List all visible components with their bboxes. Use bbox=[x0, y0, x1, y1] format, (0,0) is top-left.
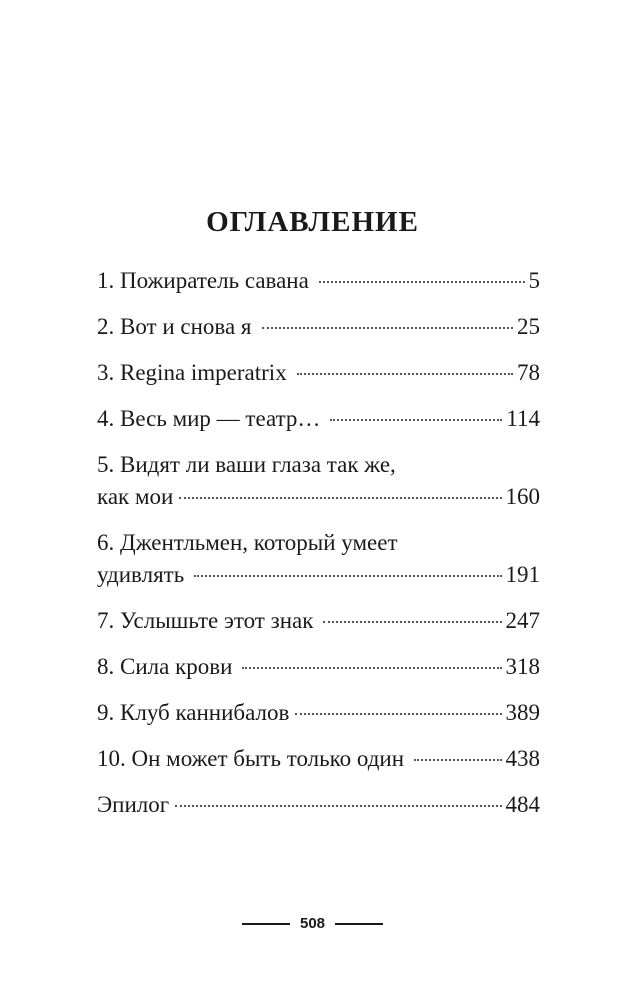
toc-entry-page: 160 bbox=[505, 484, 540, 509]
toc-entry bbox=[97, 743, 540, 775]
toc-entry-page: 247 bbox=[505, 608, 540, 633]
toc-entry-page: 5 bbox=[528, 268, 540, 293]
toc-entry-title: Эпилог bbox=[97, 792, 170, 817]
toc-entry-page: 78 bbox=[517, 360, 540, 385]
toc-entry-page: 389 bbox=[505, 700, 540, 725]
footer-rule-right bbox=[335, 923, 383, 925]
toc-title: ОГЛАВЛЕНИЕ bbox=[206, 206, 419, 238]
toc-entry bbox=[97, 605, 540, 637]
toc-entry bbox=[97, 651, 540, 683]
toc-entry-title: 5. Видят ли ваши глаза так же, bbox=[97, 452, 396, 477]
dot-leader bbox=[194, 575, 501, 577]
toc-entry-title: 8. Сила крови bbox=[97, 654, 233, 679]
toc-entry bbox=[97, 527, 540, 591]
toc-entry bbox=[97, 449, 540, 513]
toc-entry-page: 114 bbox=[506, 406, 540, 431]
toc-entry-title: 10. Он может быть только один bbox=[97, 746, 405, 771]
toc-entry-title-cont: удивлять bbox=[97, 562, 185, 587]
dot-leader bbox=[175, 805, 501, 807]
page-footer bbox=[0, 915, 625, 932]
dot-leader bbox=[295, 713, 501, 715]
toc-entry-page: 191 bbox=[505, 562, 540, 587]
toc-entry-page: 438 bbox=[505, 746, 540, 771]
toc-entry-title: 1. Пожиратель савана bbox=[97, 268, 309, 293]
toc-entry bbox=[97, 311, 540, 343]
toc-entry-title: 9. Клуб каннибалов bbox=[97, 700, 290, 725]
toc-entry-page: 318 bbox=[505, 654, 540, 679]
dot-leader bbox=[319, 281, 525, 283]
toc-entry-title: 3. Regina imperatrix bbox=[97, 360, 287, 385]
toc-entry-page: 484 bbox=[505, 792, 540, 817]
toc-entry-page: 25 bbox=[517, 314, 540, 339]
dot-leader bbox=[323, 621, 501, 623]
toc-entry-title-cont: как мои bbox=[97, 484, 174, 509]
dot-leader bbox=[330, 419, 502, 421]
footer-rule-left bbox=[242, 923, 290, 925]
toc-list bbox=[97, 265, 540, 835]
page-number: 508 bbox=[299, 915, 326, 932]
toc-entry-title: 7. Услышьте этот знак bbox=[97, 608, 314, 633]
toc-entry bbox=[97, 265, 540, 297]
toc-entry bbox=[97, 403, 540, 435]
dot-leader bbox=[179, 497, 501, 499]
toc-entry bbox=[97, 789, 540, 821]
toc-entry bbox=[97, 357, 540, 389]
dot-leader bbox=[262, 327, 513, 329]
dot-leader bbox=[242, 667, 501, 669]
toc-entry bbox=[97, 697, 540, 729]
dot-leader bbox=[297, 373, 513, 375]
toc-entry-title: 4. Весь мир — театр… bbox=[97, 406, 321, 431]
dot-leader bbox=[414, 759, 501, 761]
toc-entry-title: 6. Джентльмен, который умеет bbox=[97, 530, 398, 555]
toc-entry-title: 2. Вот и снова я bbox=[97, 314, 252, 339]
